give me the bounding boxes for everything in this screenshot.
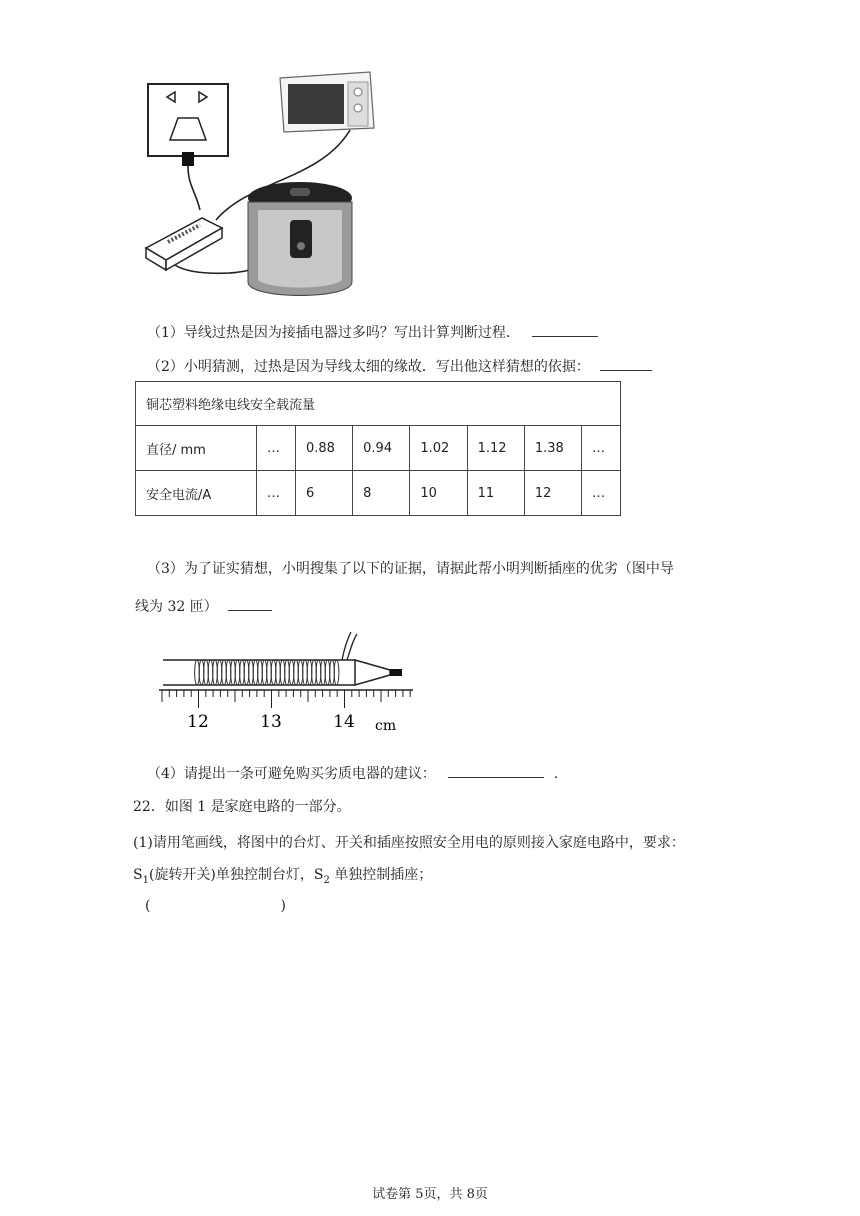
q22-intro: 22．如图 1 是家庭电路的一部分。 xyxy=(133,799,351,815)
q22-answer-parens[interactable]: ( ) xyxy=(145,898,286,914)
q21-part3: （3）为了证实猜想，小明搜集了以下的证据，请据此帮小明判断插座的优劣（图中导 xyxy=(147,561,674,577)
q21-part1: （1）导线过热是因为接插电器过多吗？写出计算判断过程． xyxy=(147,322,598,342)
ruler-ticks xyxy=(162,690,410,708)
power-strip xyxy=(146,218,222,270)
wire-coil xyxy=(195,660,339,685)
table-cell: 安全电流/A xyxy=(136,471,257,516)
table-cell: 0.94 xyxy=(353,426,410,471)
table-cell: 直径/ mm xyxy=(136,426,257,471)
table-cell: 1.38 xyxy=(524,426,581,471)
page-footer: 试卷第 5页，共 8页 xyxy=(372,1187,488,1202)
answer-blank-3[interactable] xyxy=(228,596,272,611)
q22-line1: (1)请用笔画线，将图中的台灯、开关和插座按照安全用电的原则接入家庭电路中，要求： xyxy=(133,835,685,851)
ruler-unit: cm xyxy=(375,718,397,734)
ruler-label-13: 13 xyxy=(260,712,282,732)
table-cell: 1.02 xyxy=(410,426,467,471)
table-row xyxy=(136,471,621,516)
table-title: 铜芯塑料绝缘电线安全载流量 xyxy=(136,382,621,426)
answer-blank-4[interactable] xyxy=(448,763,544,778)
table-cell: 11 xyxy=(467,471,524,516)
q21-part3-cont: 线为 32 匝） xyxy=(135,596,272,616)
table-row xyxy=(136,426,621,471)
table-cell: 0.88 xyxy=(295,426,352,471)
wall-socket xyxy=(148,84,228,166)
ruler-label-14: 14 xyxy=(333,712,355,732)
q21-part2: （2）小明猜测，过热是因为导线太细的缘故．写出他这样猜想的依据： xyxy=(147,356,652,376)
appliance-illustration xyxy=(140,70,390,310)
table-cell: 8 xyxy=(353,471,410,516)
answer-blank-2[interactable] xyxy=(600,356,652,371)
table-cell: … xyxy=(257,471,296,516)
ruler-label-12: 12 xyxy=(187,712,209,732)
microwave xyxy=(280,72,374,132)
table-cell: … xyxy=(257,426,296,471)
table-cell: 10 xyxy=(410,471,467,516)
answer-blank-1[interactable] xyxy=(532,322,598,337)
rice-cooker xyxy=(248,182,352,296)
table-cell: … xyxy=(582,471,621,516)
table-cell: 1.12 xyxy=(467,426,524,471)
table-cell: 12 xyxy=(524,471,581,516)
q21-part4: （4）请提出一条可避免购买劣质电器的建议： . xyxy=(147,763,558,783)
q22-line2: $S_1$(旋转开关)单独控制台灯，$S_2$ 单独控制插座； xyxy=(133,867,433,886)
table-cell: 6 xyxy=(295,471,352,516)
table-cell: … xyxy=(582,426,621,471)
current-capacity-table xyxy=(135,381,621,516)
ruler-coil-figure xyxy=(155,630,430,735)
